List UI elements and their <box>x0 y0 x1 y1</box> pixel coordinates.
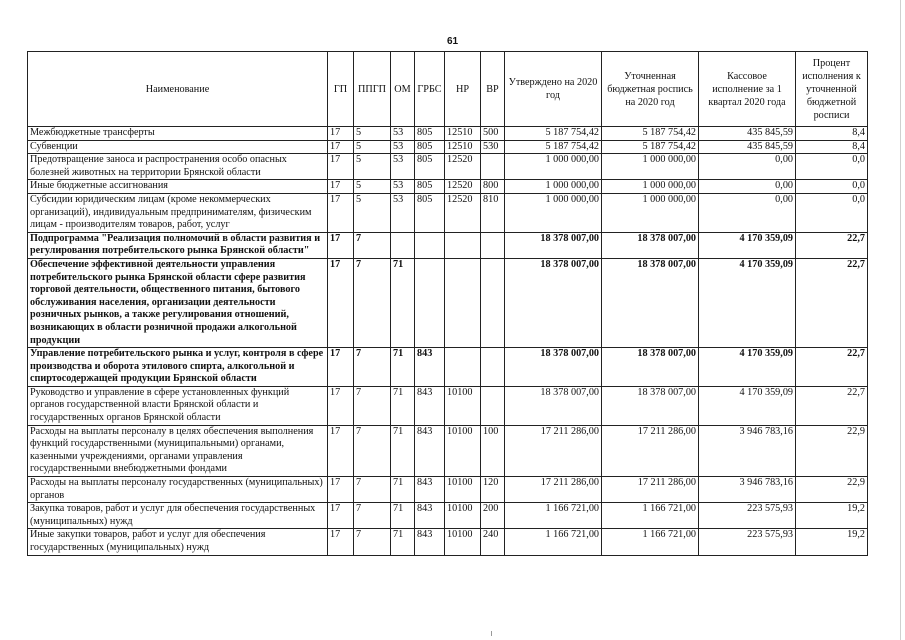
cell-name: Иные закупки товаров, работ и услуг для обеспечения государственных (муниципальных) нужд <box>28 529 328 555</box>
table-row <box>28 503 868 529</box>
cell-vr <box>481 258 505 347</box>
table-body <box>28 127 868 556</box>
cell-ppgp: 7 <box>354 425 391 476</box>
cell-name: Иные бюджетные ассигнования <box>28 180 328 194</box>
cell-nr <box>445 232 481 258</box>
cell-gp: 17 <box>328 425 354 476</box>
table-header-row <box>28 52 868 127</box>
cell-gp: 17 <box>328 140 354 154</box>
cell-name: Управление потребительского рынка и услуг, контроля в сфере производства и оборота этилового спирта, алкогольной и спиртосодержащей продукции Брянской области <box>28 348 328 387</box>
cell-ppgp: 7 <box>354 386 391 425</box>
budget-table-container <box>27 51 867 556</box>
cell-approved: 17 211 286,00 <box>505 477 602 503</box>
cell-grbs: 843 <box>415 425 445 476</box>
cell-name: Руководство и управление в сфере установленных функций органов государственной власти Брянской области и государственных органов Брянской области <box>28 386 328 425</box>
table-row <box>28 258 868 347</box>
cell-om: 71 <box>391 258 415 347</box>
cell-gp: 17 <box>328 193 354 232</box>
cell-approved: 1 000 000,00 <box>505 154 602 180</box>
cell-approved: 5 187 754,42 <box>505 140 602 154</box>
cell-grbs: 843 <box>415 348 445 387</box>
cell-vr: 810 <box>481 193 505 232</box>
cell-approved: 1 000 000,00 <box>505 180 602 194</box>
cell-refined: 17 211 286,00 <box>602 425 699 476</box>
cell-approved: 1 000 000,00 <box>505 193 602 232</box>
cell-refined: 18 378 007,00 <box>602 348 699 387</box>
cell-name: Расходы на выплаты персоналу в целях обеспечения выполнения функций государственными (муниципальными) органами, казенными учреждениями, органами управления государственными внебюджетными фондами <box>28 425 328 476</box>
cell-approved: 17 211 286,00 <box>505 425 602 476</box>
header-percent: Процент исполнения к уточненной бюджетной росписи <box>796 52 868 127</box>
header-refined: Уточненная бюджетная роспись на 2020 год <box>602 52 699 127</box>
cell-nr: 12510 <box>445 127 481 141</box>
cell-gp: 17 <box>328 529 354 555</box>
cell-gp: 17 <box>328 232 354 258</box>
cell-ppgp: 7 <box>354 477 391 503</box>
cell-approved: 5 187 754,42 <box>505 127 602 141</box>
cell-percent: 0,0 <box>796 180 868 194</box>
cell-om: 71 <box>391 348 415 387</box>
table-row <box>28 140 868 154</box>
scan-edge-line <box>900 0 901 640</box>
cell-cash: 3 946 783,16 <box>699 425 796 476</box>
cell-nr: 10100 <box>445 386 481 425</box>
cell-name: Закупка товаров, работ и услуг для обеспечения государственных (муниципальных) нужд <box>28 503 328 529</box>
cell-refined: 5 187 754,42 <box>602 127 699 141</box>
table-row <box>28 425 868 476</box>
cell-gp: 17 <box>328 386 354 425</box>
cell-percent: 19,2 <box>796 503 868 529</box>
cell-om: 53 <box>391 193 415 232</box>
cell-gp: 17 <box>328 180 354 194</box>
cell-om: 71 <box>391 503 415 529</box>
cell-name: Подпрограмма "Реализация полномочий в области развития и регулирования потребительского рынка Брянской области" <box>28 232 328 258</box>
cell-grbs <box>415 232 445 258</box>
cell-name: Обеспечение эффективной деятельности управления потребительского рынка Брянской области сфере развития торговой деятельности, общественного питания, бытового обслуживания населения, организации деятельности розничных рынков, а также регулирования отношений, возникающих в области розничной продажи алкогольной продукции <box>28 258 328 347</box>
cell-approved: 18 378 007,00 <box>505 258 602 347</box>
cell-percent: 22,9 <box>796 477 868 503</box>
cell-refined: 1 000 000,00 <box>602 180 699 194</box>
cell-name: Субсидии юридическим лицам (кроме некоммерческих организаций), индивидуальным предпринимателям, физическим лицам - производителям товаров, работ, услуг <box>28 193 328 232</box>
cell-grbs: 805 <box>415 180 445 194</box>
cell-nr <box>445 348 481 387</box>
cell-cash: 223 575,93 <box>699 503 796 529</box>
cell-name: Расходы на выплаты персоналу государственных (муниципальных) органов <box>28 477 328 503</box>
cell-approved: 1 166 721,00 <box>505 529 602 555</box>
table-row <box>28 477 868 503</box>
table-row <box>28 180 868 194</box>
cell-approved: 18 378 007,00 <box>505 232 602 258</box>
cell-om <box>391 232 415 258</box>
cell-grbs: 805 <box>415 127 445 141</box>
cell-ppgp: 5 <box>354 127 391 141</box>
cell-nr: 12520 <box>445 154 481 180</box>
cell-cash: 4 170 359,09 <box>699 232 796 258</box>
cell-vr: 240 <box>481 529 505 555</box>
cell-cash: 435 845,59 <box>699 127 796 141</box>
table-row <box>28 348 868 387</box>
table-row <box>28 127 868 141</box>
cell-refined: 1 000 000,00 <box>602 154 699 180</box>
cell-ppgp: 7 <box>354 348 391 387</box>
cell-percent: 22,7 <box>796 348 868 387</box>
cell-gp: 17 <box>328 258 354 347</box>
cell-name: Межбюджетные трансферты <box>28 127 328 141</box>
cell-vr <box>481 386 505 425</box>
cell-percent: 19,2 <box>796 529 868 555</box>
cell-percent: 22,7 <box>796 386 868 425</box>
cell-percent: 22,7 <box>796 232 868 258</box>
cell-cash: 4 170 359,09 <box>699 348 796 387</box>
cell-approved: 18 378 007,00 <box>505 386 602 425</box>
cell-vr: 120 <box>481 477 505 503</box>
cell-grbs: 843 <box>415 529 445 555</box>
cell-refined: 18 378 007,00 <box>602 386 699 425</box>
cell-ppgp: 5 <box>354 193 391 232</box>
cell-ppgp: 7 <box>354 258 391 347</box>
cell-vr: 530 <box>481 140 505 154</box>
cell-cash: 0,00 <box>699 180 796 194</box>
cell-vr: 200 <box>481 503 505 529</box>
cell-om: 71 <box>391 386 415 425</box>
cell-om: 53 <box>391 127 415 141</box>
cell-refined: 1 000 000,00 <box>602 193 699 232</box>
cell-vr: 100 <box>481 425 505 476</box>
cell-grbs: 805 <box>415 193 445 232</box>
cell-om: 71 <box>391 529 415 555</box>
budget-execution-table <box>27 51 868 556</box>
cell-nr: 10100 <box>445 425 481 476</box>
cell-refined: 18 378 007,00 <box>602 258 699 347</box>
cell-vr: 500 <box>481 127 505 141</box>
header-ppgp: ППГП <box>354 52 391 127</box>
cell-grbs: 843 <box>415 477 445 503</box>
header-cash: Кассовое исполнение за 1 квартал 2020 года <box>699 52 796 127</box>
cell-percent: 8,4 <box>796 140 868 154</box>
cell-nr: 10100 <box>445 477 481 503</box>
cell-gp: 17 <box>328 348 354 387</box>
cell-approved: 18 378 007,00 <box>505 348 602 387</box>
cell-grbs: 843 <box>415 503 445 529</box>
table-row <box>28 193 868 232</box>
cell-gp: 17 <box>328 154 354 180</box>
cell-name: Субвенции <box>28 140 328 154</box>
cell-om: 53 <box>391 180 415 194</box>
cell-refined: 17 211 286,00 <box>602 477 699 503</box>
cell-refined: 5 187 754,42 <box>602 140 699 154</box>
header-vr: ВР <box>481 52 505 127</box>
cell-nr: 12510 <box>445 140 481 154</box>
cell-vr <box>481 348 505 387</box>
cell-nr <box>445 258 481 347</box>
cell-percent: 8,4 <box>796 127 868 141</box>
cell-gp: 17 <box>328 503 354 529</box>
cell-nr: 10100 <box>445 503 481 529</box>
cell-percent: 0,0 <box>796 193 868 232</box>
cell-grbs <box>415 258 445 347</box>
cell-grbs: 805 <box>415 140 445 154</box>
cell-om: 53 <box>391 154 415 180</box>
header-nr: НР <box>445 52 481 127</box>
cell-vr <box>481 154 505 180</box>
cell-refined: 1 166 721,00 <box>602 529 699 555</box>
cell-om: 71 <box>391 477 415 503</box>
cell-cash: 4 170 359,09 <box>699 258 796 347</box>
table-row <box>28 529 868 555</box>
cell-cash: 0,00 <box>699 193 796 232</box>
cell-approved: 1 166 721,00 <box>505 503 602 529</box>
cell-gp: 17 <box>328 127 354 141</box>
header-name: Наименование <box>28 52 328 127</box>
cell-ppgp: 5 <box>354 154 391 180</box>
cell-nr: 10100 <box>445 529 481 555</box>
cell-vr <box>481 232 505 258</box>
cell-cash: 0,00 <box>699 154 796 180</box>
cell-refined: 1 166 721,00 <box>602 503 699 529</box>
cell-ppgp: 5 <box>354 140 391 154</box>
cell-vr: 800 <box>481 180 505 194</box>
cell-grbs: 805 <box>415 154 445 180</box>
table-row <box>28 386 868 425</box>
cell-nr: 12520 <box>445 180 481 194</box>
cell-om: 53 <box>391 140 415 154</box>
cell-ppgp: 7 <box>354 529 391 555</box>
cell-ppgp: 7 <box>354 503 391 529</box>
cell-ppgp: 5 <box>354 180 391 194</box>
cell-cash: 435 845,59 <box>699 140 796 154</box>
cell-percent: 0,0 <box>796 154 868 180</box>
cell-grbs: 843 <box>415 386 445 425</box>
cell-ppgp: 7 <box>354 232 391 258</box>
cell-om: 71 <box>391 425 415 476</box>
cell-cash: 223 575,93 <box>699 529 796 555</box>
cell-percent: 22,7 <box>796 258 868 347</box>
header-grbs: ГРБС <box>415 52 445 127</box>
page-number: 61 <box>446 36 459 47</box>
cell-name: Предотвращение заноса и распространения особо опасных болезней животных на территории Брянской области <box>28 154 328 180</box>
cell-nr: 12520 <box>445 193 481 232</box>
cell-cash: 4 170 359,09 <box>699 386 796 425</box>
cell-percent: 22,9 <box>796 425 868 476</box>
scan-mark <box>491 631 492 636</box>
table-row <box>28 154 868 180</box>
cell-gp: 17 <box>328 477 354 503</box>
header-gp: ГП <box>328 52 354 127</box>
header-approved: Утверждено на 2020 год <box>505 52 602 127</box>
table-row <box>28 232 868 258</box>
cell-refined: 18 378 007,00 <box>602 232 699 258</box>
cell-cash: 3 946 783,16 <box>699 477 796 503</box>
header-om: ОМ <box>391 52 415 127</box>
